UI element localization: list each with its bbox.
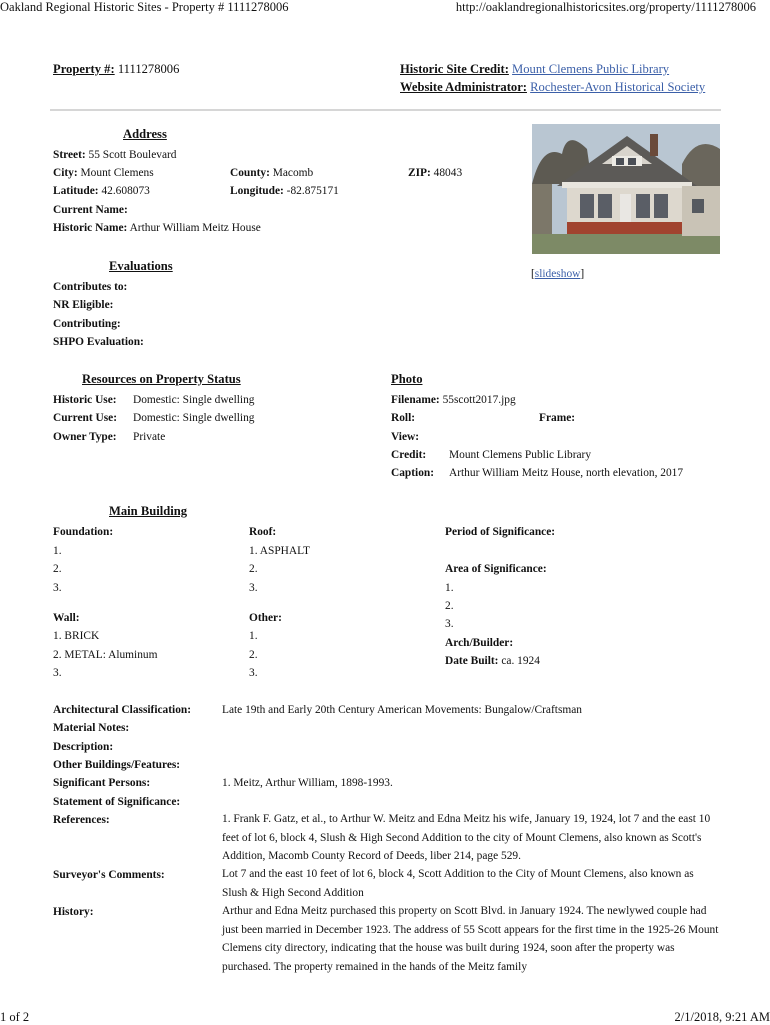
street-label: Street: (53, 149, 86, 161)
property-number (53, 62, 179, 77)
nr-eligible-label: NR Eligible: (53, 299, 113, 311)
roof-item: 1. ASPHALT (249, 545, 310, 557)
site-credit-label: Historic Site Credit: (400, 62, 509, 76)
header-divider (50, 109, 721, 111)
other-label: Other: (249, 612, 282, 624)
wall-item: 1. BRICK (53, 630, 99, 642)
website-admin (400, 80, 705, 95)
roll-label: Roll: (391, 412, 415, 424)
date-built-row (445, 655, 540, 667)
filename-value: 55scott2017.jpg (443, 394, 516, 406)
wall-label: Wall: (53, 612, 80, 624)
material-notes-label: Material Notes: (53, 722, 129, 734)
longitude-row (230, 185, 339, 197)
current-use-value: Domestic: Single dwelling (133, 412, 255, 424)
other-item: 1. (249, 630, 258, 642)
street-row (53, 149, 177, 161)
shpo-label: SHPO Evaluation: (53, 336, 144, 348)
roof-label: Roof: (249, 526, 276, 538)
wall-item: 2. METAL: Aluminum (53, 649, 157, 661)
page-title: Oakland Regional Historic Sites - Property # 1111278006 (0, 0, 289, 15)
other-item: 2. (249, 649, 258, 661)
website-admin-label: Website Administrator: (400, 80, 527, 94)
area-item: 1. (445, 582, 454, 594)
area-label: Area of Significance: (445, 563, 547, 575)
foundation-item: 1. (53, 545, 62, 557)
evaluations-heading: Evaluations (109, 259, 173, 274)
zip-value: 48043 (434, 167, 462, 179)
city-value: Mount Clemens (81, 167, 154, 179)
period-label: Period of Significance: (445, 526, 555, 538)
references-text: 1. Frank F. Gatz, et al., to Arthur W. Meitz and Edna Meitz his wife, January 19, 1924, lot 7 and the east 10 feet of lot 6, block 4, Slush & High Second Addition to the city of Mount Clemens, also known as Scott's Addition, Macomb County Record of Deeds, liber 214, page 529. (222, 810, 720, 866)
house-photo[interactable] (532, 124, 720, 254)
foundation-item: 3. (53, 582, 62, 594)
city-row (53, 167, 154, 179)
view-label: View: (391, 431, 419, 443)
historic-use-label: Historic Use: (53, 394, 117, 406)
statement-label: Statement of Significance: (53, 796, 180, 808)
current-use-label: Current Use: (53, 412, 117, 424)
historic-use-value: Domestic: Single dwelling (133, 394, 255, 406)
address-heading: Address (123, 127, 167, 142)
slideshow-control (531, 268, 584, 280)
filename-label: Filename: (391, 394, 440, 406)
longitude-label: Longitude: (230, 185, 284, 197)
house-photo-image (532, 124, 720, 254)
photo-credit-value: Mount Clemens Public Library (449, 449, 591, 461)
photo-heading: Photo (391, 372, 422, 387)
print-datetime: 2/1/2018, 9:21 AM (675, 1010, 770, 1025)
historic-name-label: Historic Name: (53, 222, 127, 234)
zip-label: ZIP: (408, 167, 431, 179)
significant-persons-value: 1. Meitz, Arthur William, 1898-1993. (222, 777, 393, 789)
page-number: 1 of 2 (0, 1010, 29, 1025)
slideshow-close-bracket: ] (580, 268, 584, 280)
latitude-label: Latitude: (53, 185, 99, 197)
surveyor-text: Lot 7 and the east 10 feet of lot 6, block 4, Scott Addition to the City of Mount Clemens, also known as Slush & High Second Addition (222, 865, 720, 902)
other-buildings-label: Other Buildings/Features: (53, 759, 180, 771)
page-url: http://oaklandregionalhistoricsites.org/property/1111278006 (456, 0, 756, 15)
county-row (230, 167, 313, 179)
current-name-label: Current Name: (53, 204, 128, 216)
date-built-label: Date Built: (445, 655, 498, 667)
website-admin-link[interactable]: Rochester-Avon Historical Society (530, 80, 705, 94)
zip-row (408, 167, 462, 179)
references-label: References: (53, 814, 110, 826)
significant-persons-label: Significant Persons: (53, 777, 150, 789)
foundation-item: 2. (53, 563, 62, 575)
arch-class-value: Late 19th and Early 20th Century American Movements: Bungalow/Craftsman (222, 704, 582, 716)
caption-label: Caption: (391, 467, 434, 479)
contributes-label: Contributes to: (53, 281, 127, 293)
city-label: City: (53, 167, 78, 179)
photo-credit-label: Credit: (391, 449, 426, 461)
foundation-label: Foundation: (53, 526, 113, 538)
description-label: Description: (53, 741, 113, 753)
historic-name-value: Arthur William Meitz House (130, 222, 261, 234)
arch-builder-label: Arch/Builder: (445, 637, 513, 649)
latitude-value: 42.608073 (101, 185, 149, 197)
latitude-row (53, 185, 150, 197)
area-item: 3. (445, 618, 454, 630)
slideshow-open-bracket: [ (531, 268, 535, 280)
owner-type-label: Owner Type: (53, 431, 117, 443)
street-value: 55 Scott Boulevard (89, 149, 177, 161)
main-building-heading: Main Building (109, 504, 187, 519)
county-value: Macomb (273, 167, 314, 179)
owner-type-value: Private (133, 431, 165, 443)
historic-name-row (53, 222, 261, 234)
history-label: History: (53, 906, 94, 918)
county-label: County: (230, 167, 270, 179)
property-value: 1111278006 (118, 62, 180, 76)
roof-item: 2. (249, 563, 258, 575)
frame-label: Frame: (539, 412, 575, 424)
caption-value: Arthur William Meitz House, north elevation, 2017 (449, 467, 683, 479)
roof-item: 3. (249, 582, 258, 594)
resources-heading: Resources on Property Status (82, 372, 241, 387)
site-credit (400, 62, 669, 77)
property-label: Property #: (53, 62, 115, 76)
arch-class-label: Architectural Classification: (53, 704, 191, 716)
area-item: 2. (445, 600, 454, 612)
contributing-label: Contributing: (53, 318, 121, 330)
wall-item: 3. (53, 667, 62, 679)
slideshow-link[interactable]: slideshow (535, 268, 581, 280)
site-credit-link[interactable]: Mount Clemens Public Library (512, 62, 669, 76)
surveyor-label: Surveyor's Comments: (53, 869, 165, 881)
longitude-value: -82.875171 (287, 185, 339, 197)
other-item: 3. (249, 667, 258, 679)
history-text: Arthur and Edna Meitz purchased this property on Scott Blvd. in January 1924. The newlywed couple had just been married in December 1923. The address of 55 Scott appears for the first time in the 1925-26 Mount Clemens city directory, indicating that the house was built during 1924, soon after the property was purchased. The property remained in the hands of the Meitz family (222, 902, 720, 976)
filename-row (391, 394, 516, 406)
date-built-value: ca. 1924 (501, 655, 540, 667)
